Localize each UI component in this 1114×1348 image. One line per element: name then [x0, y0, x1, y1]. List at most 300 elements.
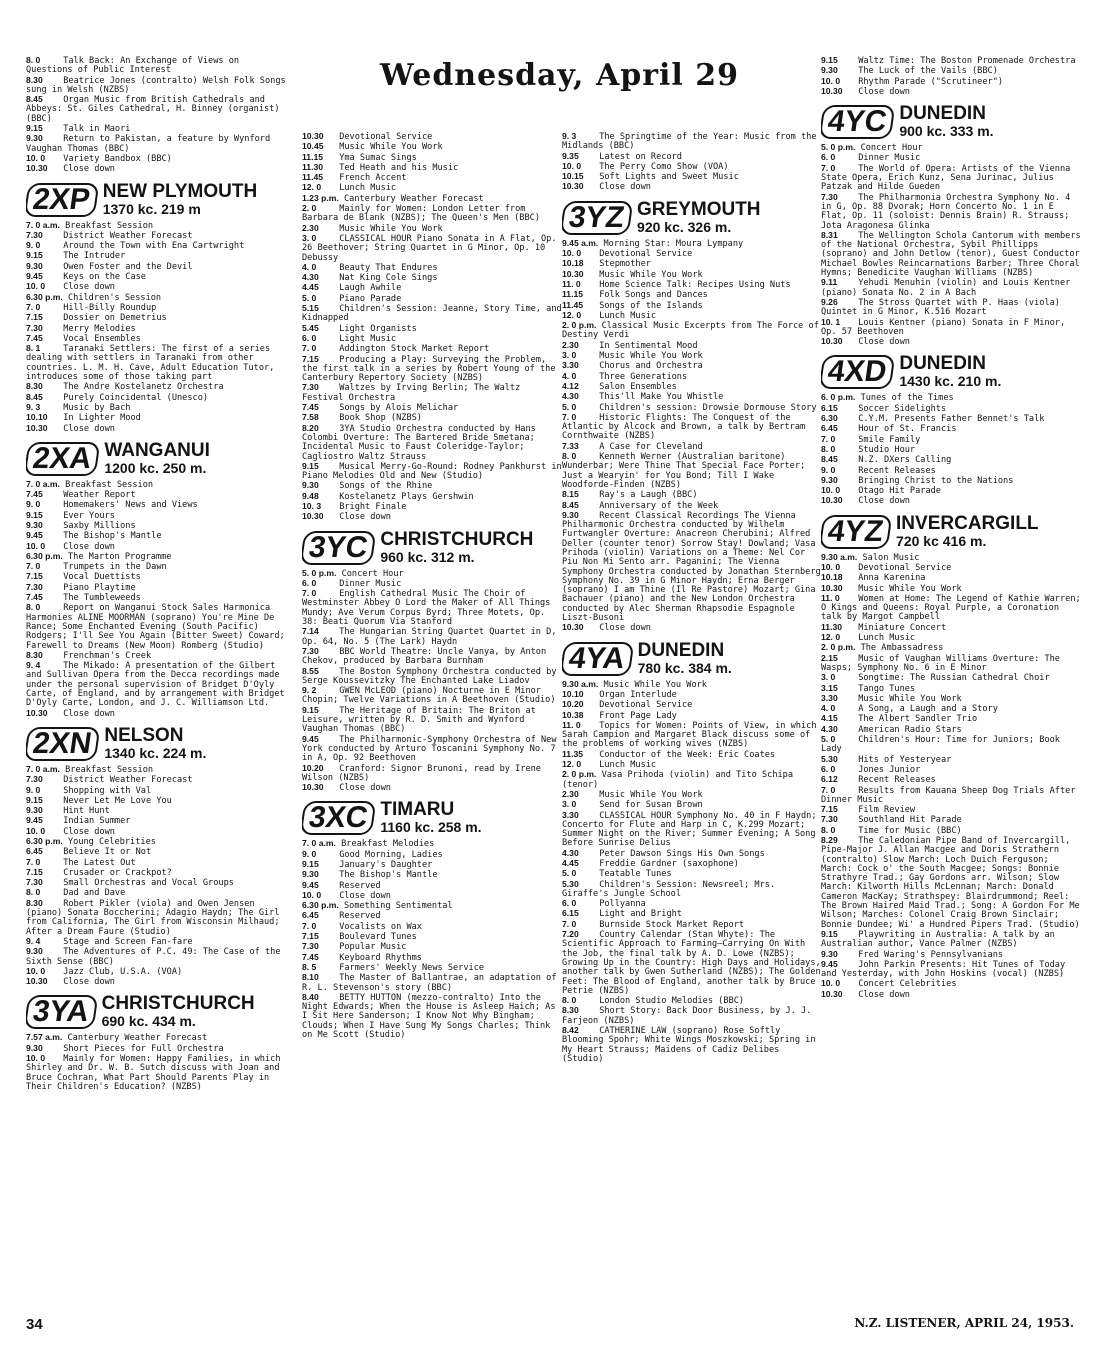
station-frequency: 1200 kc. 250 m.	[104, 459, 207, 476]
slot-time: 6.30 p.m.	[26, 836, 63, 846]
slot-time: 9.30	[821, 474, 838, 485]
programme-slot	[302, 204, 562, 224]
slot-title: Freddie Gardner (saxophone)	[599, 859, 739, 869]
slot-time: 8. 0	[26, 56, 41, 65]
programme-slot	[821, 755, 1081, 765]
slot-time: 9.45	[302, 733, 319, 744]
slot-time: 7.14	[302, 626, 319, 637]
programme-slot	[821, 553, 1081, 563]
slot-time: 2. 0	[302, 203, 317, 214]
programme-slot	[26, 154, 286, 164]
slot-time: 6.45	[26, 846, 43, 857]
programme-slot	[302, 224, 562, 234]
programme-slot	[562, 511, 822, 624]
programme-slot	[302, 953, 562, 963]
slot-time: 6. 0	[302, 332, 317, 343]
slot-title: In Sentimental Mood	[599, 340, 698, 351]
slot-time: 12. 0	[562, 759, 582, 770]
programme-slot	[562, 452, 822, 490]
slot-time: 9. 0	[302, 848, 317, 859]
programme-slot	[302, 993, 562, 1040]
programme-slot	[26, 313, 286, 323]
slot-time: 9.11	[821, 277, 838, 288]
slot-title: Anna Karenina	[858, 573, 926, 584]
slot-time: 10.30	[302, 782, 324, 793]
programme-slot	[302, 334, 562, 344]
slot-title: Light Music	[339, 333, 397, 344]
slot-time: 9. 0	[26, 784, 41, 795]
slot-time: 9.30	[26, 1042, 43, 1053]
slot-title: Vasa Prihoda (violin) and Tito Schipa (tenor)	[562, 770, 794, 790]
slot-time: 9.15	[302, 460, 319, 471]
slot-title: Send for Susan Brown	[599, 800, 703, 811]
station-frequency: 1430 kc. 210 m.	[899, 373, 1002, 390]
slot-title: Bright Finale	[339, 501, 407, 512]
programme-slot	[821, 684, 1081, 694]
programme-slot	[302, 686, 562, 706]
slot-title: Songs of the Islands	[599, 300, 703, 311]
station-name: NELSON	[104, 724, 184, 746]
programme-slot	[302, 163, 562, 173]
slot-title: Concert Hour	[860, 143, 923, 154]
programme-slot	[821, 990, 1081, 1000]
slot-time: 7.30	[26, 877, 43, 888]
slot-time: 11.45	[562, 299, 584, 310]
slot-title: The Ambassadress	[860, 643, 944, 654]
slot-time: 10.20	[302, 762, 324, 773]
programme-slot	[26, 334, 286, 344]
station-header	[562, 639, 822, 676]
programme-slot	[562, 501, 822, 511]
slot-title: Small Orchestras and Vocal Groups	[63, 878, 234, 889]
slot-title: Results from Kauana Sheep Dog Trials After Dinner Music	[821, 785, 1076, 805]
programme-slot	[562, 239, 822, 249]
slot-time: 8. 0	[821, 824, 836, 835]
slot-time: 3.30	[821, 692, 838, 703]
programme-slot	[562, 280, 822, 290]
slot-title: Canterbury Weather Forecast	[67, 1033, 208, 1044]
slot-title: Pollyanna	[599, 899, 646, 910]
slot-time: 6.30 p.m.	[302, 900, 339, 911]
slot-time: 7.15	[821, 804, 838, 815]
slot-time: 2.30	[302, 222, 319, 233]
slot-title: Time for Music (BBC)	[858, 825, 962, 836]
slot-title: Fred Waring's Pennsylvanians	[858, 949, 1004, 960]
slot-title: Three Generations	[599, 371, 688, 382]
slot-title: Children's Session: Jeanne, Story Time, and Kidnapped	[302, 304, 562, 324]
programme-slot	[821, 623, 1081, 633]
slot-time: 9.35	[562, 150, 579, 161]
slot-title: Beauty That Endures	[339, 262, 438, 273]
programme-slot	[302, 383, 562, 403]
station-logo: 4YZ	[821, 515, 892, 549]
slot-time: 7.30	[302, 382, 319, 393]
slot-time: 3. 0	[821, 672, 836, 683]
programme-slot	[302, 132, 562, 142]
slot-time: 5.30	[821, 753, 838, 764]
slot-time: 7.33	[562, 440, 579, 451]
slot-title: Frenchman's Creek	[63, 650, 152, 661]
programme-slot	[26, 593, 286, 603]
programme-slot	[26, 858, 286, 868]
programme-slot	[26, 124, 286, 134]
slot-time: 10. 0	[26, 152, 46, 163]
slot-time: 12. 0	[821, 632, 841, 643]
slot-time: 6. 0	[821, 763, 836, 774]
programme-slot	[821, 836, 1081, 930]
programme-slot	[562, 811, 822, 849]
slot-title: Producing a Play: Surveying the Problem, the first talk in a series by Robert Young of the Canterbury Repertory Society (NZBS)	[302, 354, 556, 384]
programme-slot	[562, 361, 822, 371]
station-frequency: 720 kc 416 m.	[896, 532, 987, 549]
slot-time: 9.15	[821, 56, 838, 65]
slot-time: 8. 0	[821, 443, 836, 454]
programme-slot	[302, 413, 562, 423]
station-frequency: 1160 kc. 258 m.	[380, 819, 482, 836]
programme-slot	[26, 521, 286, 531]
programme-slot	[562, 770, 822, 790]
programme-slot	[302, 579, 562, 589]
programme-slot	[821, 805, 1081, 815]
slot-title: C.Y.M. Presents Father Bennet's Talk	[858, 414, 1045, 425]
slot-time: 3. 0	[302, 232, 317, 243]
station-logo: 4XD	[821, 355, 896, 389]
slot-title: Soft Lights and Sweet Music	[599, 172, 739, 183]
programme-slot	[562, 162, 822, 172]
programme-slot	[302, 627, 562, 647]
slot-title: Soccer Sidelights	[858, 403, 947, 414]
programme-slot	[821, 714, 1081, 724]
programme-slot	[26, 424, 286, 434]
programme-slot	[302, 589, 562, 627]
slot-title: Country Calendar (Stan Whyte): The Scientific Approach to Farming—Carrying On With the Job, the final talk by A. D. Lowe (NZBS); Growing Up in the Country: High Days and Holidays, another talk by Gwen Sutherland (NZBS); The Golden Feet: The Blood of England, another talk by Bruce Petrie (NZBS)	[562, 930, 821, 996]
slot-time: 6.45	[821, 423, 838, 434]
programme-slot	[821, 424, 1081, 434]
slot-time: 9.48	[302, 490, 319, 501]
programme-slot	[562, 899, 822, 909]
programme-slot	[562, 880, 822, 900]
slot-time: 10.30	[562, 268, 584, 279]
slot-time: 9.30	[26, 519, 43, 530]
programme-slot	[302, 850, 562, 860]
programme-slot	[821, 318, 1081, 338]
slot-time: 7.30	[26, 774, 43, 785]
programme-slot	[26, 651, 286, 661]
slot-title: Mainly for Women: Happy Families, in which Shirley and Dr. W. B. Sutch discuss with Joan and Bruce Cochran, What Part Should Parents Play in Their Children's Education? (NZBS)	[26, 1054, 281, 1092]
programme-slot	[821, 466, 1081, 476]
slot-title: Women at Home: The Legend of Kathie Warren; O Kings and Queens: Royal Purple, a Coronation talk by Margot Campbell	[821, 593, 1081, 623]
programme-slot	[562, 132, 822, 152]
slot-title: Indian Summer	[63, 816, 131, 827]
slot-title: Music While You Work	[599, 269, 703, 280]
slot-title: Short Pieces for Full Orchestra	[63, 1043, 224, 1054]
programme-slot	[26, 382, 286, 392]
programme-slot	[562, 869, 822, 879]
programme-slot	[26, 899, 286, 937]
slot-time: 7.15	[26, 571, 43, 582]
programme-slot	[26, 56, 286, 76]
programme-slot	[302, 324, 562, 334]
programme-slot	[821, 414, 1081, 424]
slot-time: 9.30	[821, 948, 838, 959]
programme-slot	[26, 661, 286, 708]
slot-time: 10.30	[26, 422, 48, 433]
slot-title: Talk Back: An Exchange of Views on Questions of Public Interest	[26, 56, 240, 76]
programme-slot	[821, 950, 1081, 960]
slot-time: 7. 0	[302, 588, 317, 599]
slot-title: Devotional Service	[339, 132, 433, 142]
programme-slot	[26, 542, 286, 552]
programme-slot	[821, 435, 1081, 445]
slot-title: CATHERINE LAW (soprano) Rose Softly Blooming Spohr; White Wings Moszkowski; Spring in My Heart Strauss; Maidens of Cadiz Delibes (Studio)	[562, 1026, 816, 1064]
slot-time: 11.30	[302, 161, 324, 172]
programme-slot	[821, 704, 1081, 714]
slot-time: 8.45	[562, 499, 579, 510]
slot-title: Robert Pikler (viola) and Owen Jensen (piano) Sonata Boccherini; Adagio Haydn; The Girl from California, The Girl from Wisconsin Milhaud; After a Dream Faure (Studio)	[26, 898, 280, 937]
programme-slot	[302, 839, 562, 849]
station-header	[821, 105, 1081, 139]
programme-slot	[821, 725, 1081, 735]
slot-time: 11.35	[562, 748, 584, 759]
slot-time: 10. 0	[562, 160, 582, 171]
slot-time: 4.30	[562, 847, 579, 858]
programme-slot	[302, 273, 562, 283]
slot-time: 10. 0	[562, 248, 582, 259]
slot-time: 9.15	[821, 928, 838, 939]
slot-title: Vocal Duettists	[63, 572, 141, 583]
programme-slot	[302, 502, 562, 512]
programme-slot	[302, 735, 562, 764]
slot-time: 10.18	[821, 572, 843, 583]
programme-slot	[821, 445, 1081, 455]
programme-slot	[821, 87, 1081, 97]
programme-slot	[821, 573, 1081, 583]
programme-slot	[562, 1026, 822, 1064]
slot-title: Chorus and Orchestra	[599, 361, 703, 372]
slot-time: 3. 0	[562, 350, 577, 361]
programme-slot	[26, 827, 286, 837]
slot-title: Light and Bright	[599, 909, 682, 920]
programme-slot	[26, 403, 286, 413]
slot-time: 9. 0	[821, 464, 836, 475]
slot-time: 4.12	[562, 380, 579, 391]
slot-title: Trumpets in the Dawn	[63, 562, 167, 573]
slot-title: Peter Dawson Sings His Own Songs	[599, 848, 765, 859]
slot-time: 6. 0 p.m.	[821, 392, 856, 403]
slot-time: 10. 0	[26, 1053, 46, 1064]
slot-time: 4.30	[821, 723, 838, 734]
slot-time: 11.45	[302, 172, 324, 183]
slot-time: 3.15	[821, 682, 838, 693]
station-header	[821, 512, 1081, 549]
slot-title: Children's Session: Newsreel; Mrs. Giraffe's Jungle School	[562, 879, 776, 899]
programme-slot	[302, 283, 562, 293]
slot-time: 8.40	[302, 991, 319, 1002]
programme-slot	[302, 942, 562, 952]
programme-slot	[302, 973, 562, 993]
slot-title: Studio Hour	[858, 444, 916, 455]
programme-slot	[562, 750, 822, 760]
slot-title: The Adventures of P.C. 49: The Case of the Sixth Sense (BBC)	[26, 947, 281, 967]
programme-slot	[562, 909, 822, 919]
slot-title: Tunes of the Times	[860, 393, 954, 404]
programme-slot	[26, 868, 286, 878]
slot-time: 6.12	[821, 774, 838, 785]
slot-time: 6.30 p.m.	[26, 291, 63, 302]
programme-slot	[562, 700, 822, 710]
programme-slot	[562, 996, 822, 1006]
slot-time: 9.26	[821, 296, 838, 307]
slot-time: 3. 0	[562, 799, 577, 810]
slot-time: 10.30	[562, 181, 584, 192]
slot-title: Close down	[339, 512, 391, 523]
slot-title: Salon Ensembles	[599, 381, 677, 392]
programme-slot	[26, 251, 286, 261]
column-3	[562, 132, 822, 1064]
slot-time: 6.15	[821, 402, 838, 413]
slot-time: 10.30	[562, 622, 584, 633]
slot-title: John Parkin Presents: Hit Tunes of Today and Yesterday, with John Hoskins (vocal) (NZBS)	[821, 959, 1066, 980]
slot-time: 5.45	[302, 322, 319, 333]
slot-time: 11. 0	[562, 719, 581, 730]
slot-title: Farmers' Weekly News Service	[339, 962, 485, 973]
station-name: CHRISTCHURCH	[101, 993, 255, 1015]
programme-slot	[26, 603, 286, 650]
issue-line: N.Z. LISTENER, APRIL 24, 1953.	[854, 1316, 1074, 1330]
programme-slot	[26, 262, 286, 272]
slot-title: Devotional Service	[599, 249, 693, 260]
slot-title: Burnside Stock Market Report	[599, 919, 745, 930]
slot-title: The Mikado: A presentation of the Gilbert and Sullivan Opera from the Decca recordings made under the personal supervision of Bridget D'Oyly Carte, of England, and by arrangement with Bridget D'Oyly Carte, London, and J. C. Williamson Ltd.	[26, 661, 285, 709]
slot-title: Rhythm Parade ("Scrutineer")	[858, 76, 1004, 87]
slot-title: Good Morning, Ladies	[339, 849, 443, 860]
slot-title: The Bishop's Mantle	[339, 870, 438, 881]
slot-title: The World of Opera: Artists of the Vienna State Opera, Erich Kunz, Sena Jurinac, Julius Patzak and Hilde Gueden	[821, 163, 1071, 193]
programme-slot	[302, 647, 562, 667]
slot-time: 8.15	[562, 489, 579, 500]
programme-slot	[302, 263, 562, 273]
station-logo: 3XC	[302, 801, 377, 835]
slot-time: 8. 0	[26, 887, 41, 898]
programme-slot	[562, 442, 822, 452]
slot-time: 9.15	[26, 123, 43, 134]
slot-time: 9.45	[26, 271, 43, 282]
programme-slot	[562, 721, 822, 750]
slot-title: The Albert Sandler Trio	[858, 714, 978, 725]
station-logo: 4YA	[562, 642, 634, 676]
slot-title: 3YA Studio Orchestra conducted by Hans Colombi Overture: The Bartered Bride Smetana; Incidental Music to Faust Coleridge-Taylor; Cagliostro Waltz Strauss	[302, 423, 536, 462]
slot-time: 3.30	[562, 360, 579, 371]
programme-slot	[302, 667, 562, 687]
slot-time: 10.30	[302, 511, 324, 522]
slot-time: 10.30	[302, 132, 324, 141]
slot-time: 7.30	[821, 814, 838, 825]
slot-time: 10.30	[821, 336, 843, 347]
column-2	[302, 132, 562, 1040]
slot-time: 9.30	[26, 946, 43, 957]
slot-time: 9.15	[26, 509, 43, 520]
slot-title: Organ Interlude	[599, 689, 677, 700]
page-number: 34	[26, 1316, 43, 1333]
slot-title: Close down	[63, 977, 115, 988]
programme-slot	[26, 775, 286, 785]
programme-slot	[26, 293, 286, 303]
slot-time: 7.30	[26, 322, 43, 333]
slot-time: 2. 0 p.m.	[562, 769, 597, 780]
slot-title: The Philharmonic-Symphony Orchestra of New York conducted by Arturo Toscanini Symphony No. 7 in A, Op. 92 Beethoven	[302, 734, 557, 764]
slot-title: Close down	[63, 826, 115, 837]
slot-title: Anniversary of the Week	[599, 500, 719, 511]
slot-time: 2.30	[562, 339, 579, 350]
slot-title: Hour of St. Francis	[858, 424, 957, 435]
station-name: DUNEDIN	[899, 103, 986, 125]
slot-time: 7. 0	[821, 433, 836, 444]
slot-time: 7. 0	[562, 918, 577, 929]
slot-time: 7. 0	[821, 162, 836, 173]
programme-slot	[562, 680, 822, 690]
programme-slot	[26, 221, 286, 231]
programme-slot	[302, 481, 562, 491]
slot-time: 5. 0	[302, 292, 317, 303]
programme-slot	[26, 95, 286, 124]
slot-time: 6. 0	[821, 152, 836, 163]
slot-title: Close down	[599, 623, 651, 634]
slot-title: Waltz Time: The Boston Promenade Orchestra	[858, 56, 1076, 66]
station-logo: 2XP	[26, 183, 99, 217]
slot-title: Southland Hit Parade	[858, 815, 962, 826]
slot-title: CLASSICAL HOUR Piano Sonata in A Flat, Op. 26 Beethover; String Quartet in G Minor, Op. 10 Debussy	[302, 233, 557, 263]
station-frequency: 1370 kc. 219 m	[102, 200, 201, 217]
slot-time: 7. 0 a.m.	[26, 478, 60, 489]
slot-time: 9.30	[26, 260, 43, 271]
programme-slot	[302, 424, 562, 462]
slot-time: 7.45	[26, 332, 43, 343]
station-frequency: 780 kc. 384 m.	[637, 659, 732, 676]
slot-title: Otago Hit Parade	[858, 486, 941, 497]
slot-time: 8. 0	[562, 451, 577, 462]
slot-title: GWEN McLEOD (piano) Nocturne in E Minor Chopin; Twelve Variations in A Beethoven (Studio)	[302, 686, 556, 706]
slot-time: 9.15	[26, 794, 43, 805]
programme-slot	[26, 709, 286, 719]
slot-time: 5. 0	[562, 401, 577, 412]
programme-slot	[26, 816, 286, 826]
programme-slot	[821, 694, 1081, 704]
slot-time: 7.45	[302, 402, 319, 413]
slot-title: Lunch Music	[858, 633, 916, 644]
slot-title: Saxby Millions	[63, 520, 136, 531]
slot-title: The Perry Como Show (VOA)	[599, 161, 729, 172]
slot-time: 7. 0	[26, 301, 41, 312]
programme-slot	[562, 372, 822, 382]
slot-title: Film Review	[858, 805, 916, 816]
slot-title: Variety Bandbox (BBC)	[63, 153, 172, 164]
slot-title: Dinner Music	[339, 578, 402, 589]
slot-title: Lunch Music	[599, 310, 657, 321]
slot-title: Close down	[339, 890, 391, 901]
slot-title: Devotional Service	[599, 700, 693, 711]
slot-time: 8.30	[26, 74, 43, 85]
slot-time: 10. 1	[821, 316, 841, 327]
programme-slot	[26, 1044, 286, 1054]
slot-title: The Wellington Schola Cantorum with members of the National Orchestra, Sybil Phillipps (soprano) and John Detlow (tenor), Guest Conductor Michael Bowles Reincarnations Barber; Three Choral Hymns; Benedicite Vaughan Williams (NZBS)	[821, 230, 1081, 279]
slot-time: 9.30	[302, 869, 319, 880]
programme-slot	[302, 462, 562, 482]
slot-title: Crusader or Crackpot?	[63, 867, 172, 878]
slot-time: 9. 0	[26, 240, 41, 251]
programme-slot	[26, 76, 286, 96]
slot-title: Breakfast Session	[65, 479, 154, 490]
programme-slot	[821, 594, 1081, 623]
